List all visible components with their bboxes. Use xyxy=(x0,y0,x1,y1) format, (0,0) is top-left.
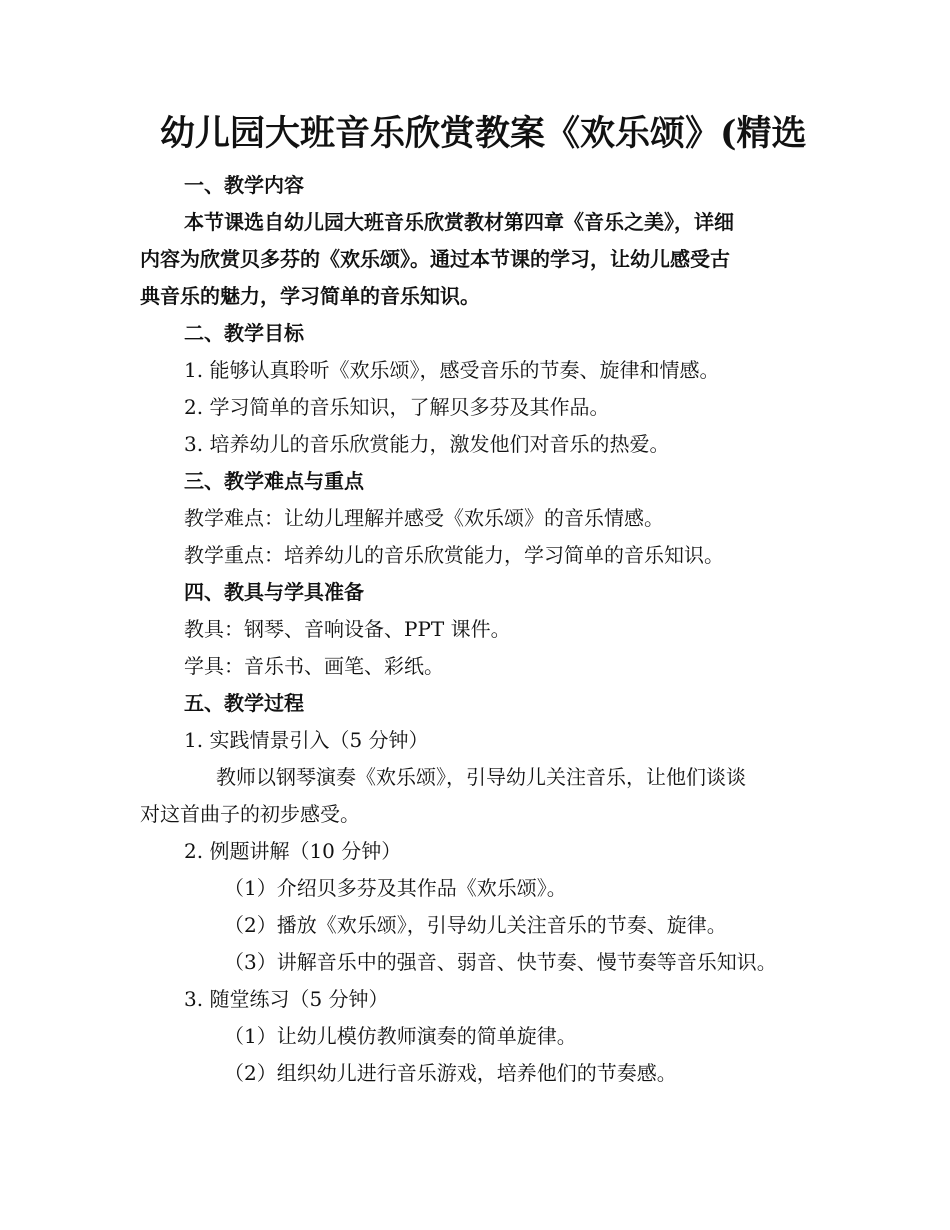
section-heading-materials: 四、教具与学具准备 xyxy=(184,580,364,604)
paragraph-line: 本节课选自幼儿园大班音乐欣赏教材第四章《音乐之美》，详细 xyxy=(184,210,734,234)
section-heading-teaching-goals: 二、教学目标 xyxy=(184,321,304,345)
step-label: 3. 随堂练习（5 分钟） xyxy=(184,987,389,1011)
list-item: （1）让幼儿模仿教师演奏的简单旋律。 xyxy=(224,1024,577,1048)
section-heading-difficulties: 三、教学难点与重点 xyxy=(184,469,364,493)
step-label: 2. 例题讲解（10 分钟） xyxy=(184,839,402,863)
list-item: （2）组织幼儿进行音乐游戏，培养他们的节奏感。 xyxy=(224,1061,677,1085)
paragraph-line: 教师以钢琴演奏《欢乐颂》，引导幼儿关注音乐，让他们谈谈 xyxy=(216,765,746,789)
list-item: 3. 培养幼儿的音乐欣赏能力，激发他们对音乐的热爱。 xyxy=(184,432,670,456)
list-item: 学具：音乐书、画笔、彩纸。 xyxy=(184,654,444,678)
list-item: 1. 能够认真聆听《欢乐颂》，感受音乐的节奏、旋律和情感。 xyxy=(184,358,720,382)
section-heading-teaching-content: 一、教学内容 xyxy=(184,173,304,197)
paragraph-line: 典音乐的魅力，学习简单的音乐知识。 xyxy=(140,284,480,308)
list-item: 教具：钢琴、音响设备、PPT 课件。 xyxy=(184,617,511,641)
document-title: 幼儿园大班音乐欣赏教案《欢乐颂》(精选 xyxy=(160,113,807,154)
list-item: （3）讲解音乐中的强音、弱音、快节奏、慢节奏等音乐知识。 xyxy=(224,950,777,974)
paragraph-line: 对这首曲子的初步感受。 xyxy=(140,802,360,826)
list-item: （1）介绍贝多芬及其作品《欢乐颂》。 xyxy=(224,876,567,900)
section-heading-process: 五、教学过程 xyxy=(184,691,304,715)
list-item: （2）播放《欢乐颂》，引导幼儿关注音乐的节奏、旋律。 xyxy=(224,913,727,937)
list-item: 教学难点：让幼儿理解并感受《欢乐颂》的音乐情感。 xyxy=(184,506,664,530)
list-item: 2. 学习简单的音乐知识，了解贝多芬及其作品。 xyxy=(184,395,610,419)
list-item: 教学重点：培养幼儿的音乐欣赏能力，学习简单的音乐知识。 xyxy=(184,543,724,567)
step-label: 1. 实践情景引入（5 分钟） xyxy=(184,728,429,752)
paragraph-line: 内容为欣赏贝多芬的《欢乐颂》。通过本节课的学习，让幼儿感受古 xyxy=(140,247,730,271)
